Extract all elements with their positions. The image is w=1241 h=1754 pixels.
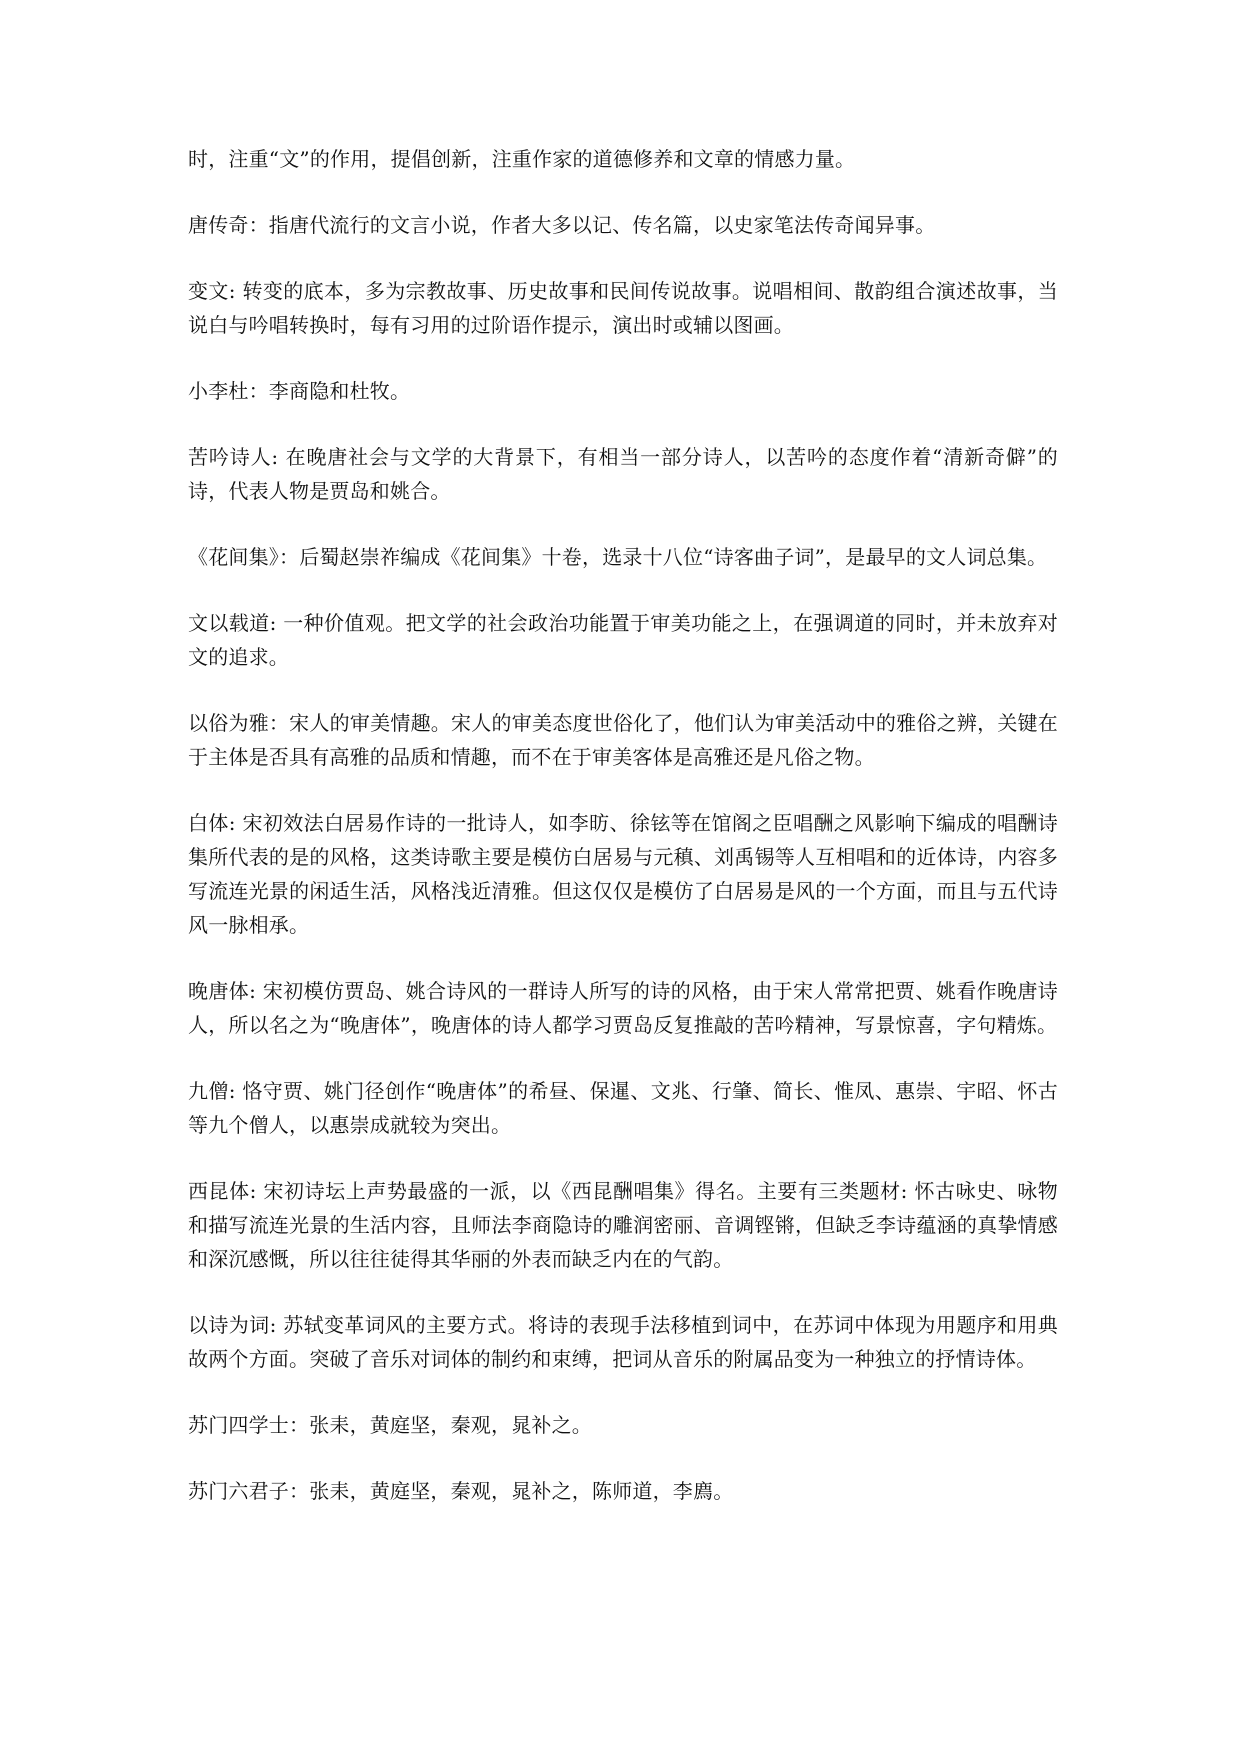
paragraph-huajian-ji: 《花间集》：后蜀赵崇祚编成《花间集》十卷，选录十八位“诗客曲子词”，是最早的文人词总集。 (188, 545, 1048, 569)
paragraph-xiao-li-du: 小李杜：李商隐和杜牧。 (188, 379, 411, 403)
document-body (188, 142, 1058, 1540)
paragraph-bianwen: 变文: 转变的底本，多为宗教故事、历史故事和民间传说故事。说唱相间、散韵组合演述故事，当说白与吟唱转换时，每有习用的过阶语作提示，演出时或辅以图画。 (188, 279, 1058, 337)
paragraph-sumen-four-scholars: 苏门四学士：张耒，黄庭坚，秦观，晁补之。 (188, 1413, 592, 1437)
paragraph-kuyin-poets: 苦吟诗人: 在晚唐社会与文学的大背景下，有相当一部分诗人，以苦吟的态度作着“清新奇僻”的诗，代表人物是贾岛和姚合。 (188, 445, 1058, 503)
paragraph-wan-tang-ti: 晚唐体: 宋初模仿贾岛、姚合诗风的一群诗人所写的诗的风格，由于宋人常常把贾、姚看作晚唐诗人，所以名之为“晚唐体”，晚唐体的诗人都学习贾岛反复推敲的苦吟精神，写景惊喜，字句精炼。 (188, 979, 1058, 1037)
paragraph-yi-shi-wei-ci: 以诗为词: 苏轼变革词风的主要方式。将诗的表现手法移植到词中，在苏词中体现为用题序和用典故两个方面。突破了音乐对词体的制约和束缚，把词从音乐的附属品变为一种独立的抒情诗体。 (188, 1313, 1058, 1371)
paragraph-sumen-six-gentlemen: 苏门六君子：张耒，黄庭坚，秦观，晁补之，陈师道，李廌。 (188, 1479, 734, 1503)
paragraph-xikun-ti: 西昆体: 宋初诗坛上声势最盛的一派，以《西昆酬唱集》得名。主要有三类题材: 怀古咏史、咏物和描写流连光景的生活内容，且师法李商隐诗的雕润密丽、音调铿锵，但缺乏李诗蕴涵的真挚情感和深沉感慨，所以往往徒得其华丽的外表而缺乏内在的气韵。 (188, 1179, 1058, 1271)
paragraph-tang-chuanqi: 唐传奇：指唐代流行的文言小说，作者大多以记、传名篇，以史家笔法传奇闻异事。 (188, 213, 936, 237)
paragraph-wen-yi-zai-dao: 文以载道: 一种价值观。把文学的社会政治功能置于审美功能之上，在强调道的同时，并未放弃对文的追求。 (188, 611, 1058, 669)
paragraph-wen-role: 时，注重“文”的作用，提倡创新，注重作家的道德修养和文章的情感力量。 (188, 147, 856, 171)
paragraph-yi-su-wei-ya: 以俗为雅：宋人的审美情趣。宋人的审美态度世俗化了，他们认为审美活动中的雅俗之辨，关键在于主体是否具有高雅的品质和情趣，而不在于审美客体是高雅还是凡俗之物。 (188, 711, 1058, 769)
paragraph-bai-ti: 白体: 宋初效法白居易作诗的一批诗人，如李昉、徐铉等在馆阁之臣唱酬之风影响下编成的唱酬诗集所代表的是的风格，这类诗歌主要是模仿白居易与元稹、刘禹锡等人互相唱和的近体诗，内容多写流连光景的闲适生活，风格浅近清雅。但这仅仅是模仿了白居易是风的一个方面，而且与五代诗风一脉相承。 (188, 811, 1058, 937)
paragraph-jiu-seng: 九僧: 恪守贾、姚门径创作“晚唐体”的希昼、保暹、文兆、行肇、简长、惟凤、惠崇、宇昭、怀古等九个僧人，以惠崇成就较为突出。 (188, 1079, 1058, 1137)
